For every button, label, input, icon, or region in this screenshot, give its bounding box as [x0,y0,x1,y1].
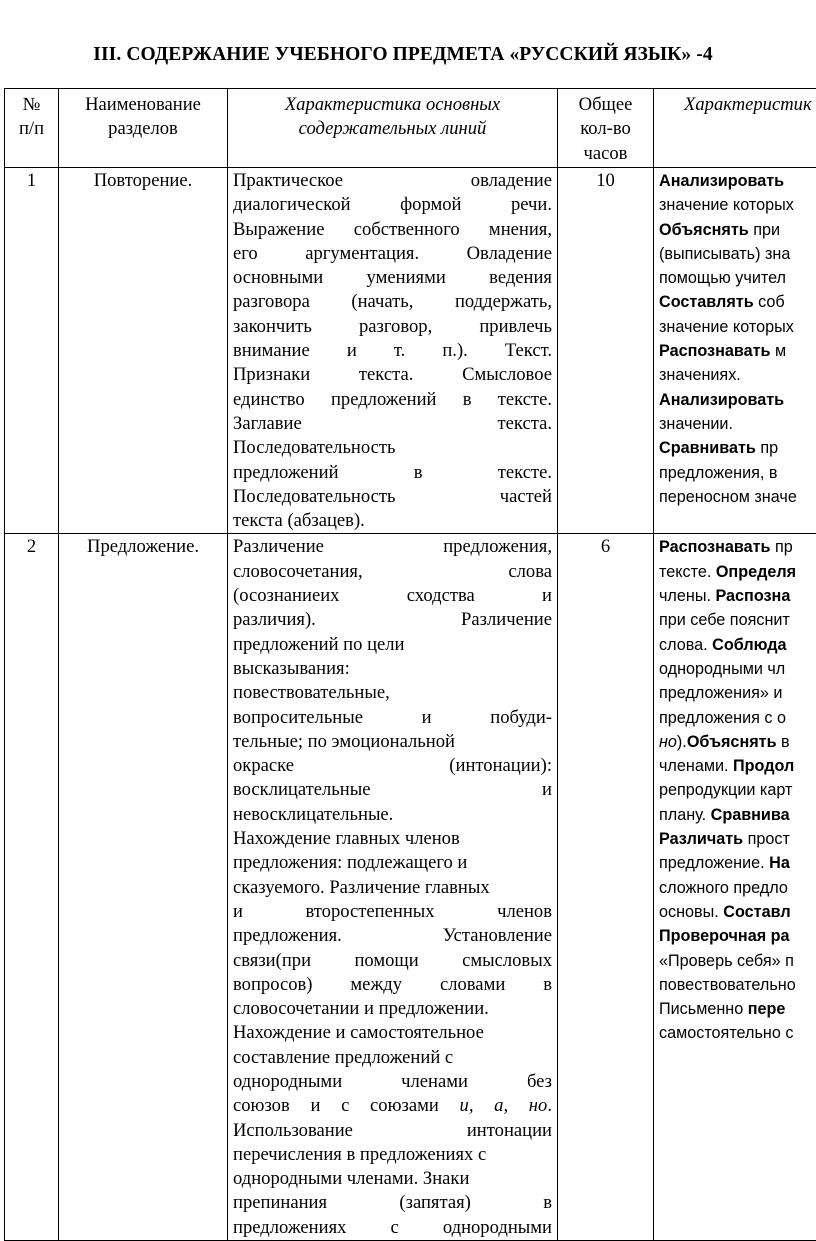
activity-line: Различать прост [659,827,816,851]
content-line: сказуемого. Различение главных [233,876,552,900]
activity-line: «Проверь себя» п [659,949,816,973]
content-line: Выражение собственного мнения, [233,218,552,242]
activity-line: Анализировать [659,169,816,193]
content-line: однородными членами. Знаки [233,1167,552,1191]
content-line: высказывания: [233,657,552,681]
activity-line: членами. Продол [659,754,816,778]
activity-line: слова. Соблюда [659,633,816,657]
content-line: Различение предложения, [233,535,552,559]
header-hours: Общее кол-во часов [558,89,654,168]
activity-line: предложения с о [659,706,816,730]
content-line: закончить разговор, привлечь [233,315,552,339]
header-num: № п/п [5,89,59,168]
row-num: 1 [5,168,59,534]
content-line: Нахождение главных членов [233,827,552,851]
content-line: тельные; по эмоциональной [233,730,552,754]
table-row [5,534,816,1241]
content-line: словосочетания, слова [233,560,552,584]
page-title [0,44,816,66]
activity-line: однородными чл [659,657,816,681]
row-section: Предложение. [59,534,228,1241]
content-line: внимание и т. п.). Текст. [233,339,552,363]
content-line: и второстепенных членов [233,900,552,924]
activity-line: значении. [659,412,816,436]
content-line: невосклицательные. [233,803,552,827]
activity-line: Составлять соб [659,290,816,314]
content-line: (осознаниеих сходства и [233,584,552,608]
activity-line: сложного предло [659,876,816,900]
row-section: Повторение. [59,168,228,534]
header-content: Характеристика основных содержательных линий [228,89,558,168]
content-line: Заглавие текста. [233,412,552,436]
content-line: Признаки текста. Смысловое [233,363,552,387]
content-line: предложений по цели [233,633,552,657]
content-table [4,88,816,1241]
activity-line: но).Объяснять в [659,730,816,754]
row-content [228,534,558,1241]
activity-line: Проверочная ра [659,924,816,948]
content-line: предложения. Установление [233,924,552,948]
content-line: повествовательные, [233,681,552,705]
activity-line: члены. Распозна [659,584,816,608]
content-line: восклицательные и [233,778,552,802]
page-title-text: III. СОДЕРЖАНИЕ УЧЕБНОГО ПРЕДМЕТА «РУССКИЙ ЯЗЫК» -4 [93,44,712,65]
content-line: основными умениями ведения [233,266,552,290]
content-line: вопросов) между словами в [233,973,552,997]
activity-line: предложения, в [659,461,816,485]
content-line: Практическое овладение [233,169,552,193]
content-line: однородными членами без [233,1070,552,1094]
row-activity [654,168,816,534]
activity-line: значение которых [659,315,816,339]
activity-line: Письменно пере [659,997,816,1021]
activity-line: основы. Составл [659,900,816,924]
content-line: разговора (начать, поддержать, [233,290,552,314]
activity-line: предложения» и [659,681,816,705]
header-section: Наименование разделов [59,89,228,168]
activity-line: Объяснять при [659,218,816,242]
content-line: различия). Различение [233,608,552,632]
content-line: Использование интонации [233,1119,552,1143]
content-line: вопросительные и побуди- [233,706,552,730]
content-line: текста (абзацев). [233,509,552,533]
row-content [228,168,558,534]
activity-line: повествовательно [659,973,816,997]
content-line: предложений в тексте. [233,461,552,485]
activity-line: Распознавать м [659,339,816,363]
content-line: предложениях с однородными [233,1216,552,1240]
content-line: препинания (запятая) в [233,1191,552,1215]
content-line: единство предложений в тексте. [233,388,552,412]
activity-line: плану. Сравнива [659,803,816,827]
content-line: Последовательность [233,436,552,460]
activity-line: при себе пояснит [659,608,816,632]
activity-line: самостоятельно с [659,1021,816,1045]
content-line: словосочетании и предложении. [233,997,552,1021]
row-hours: 6 [558,534,654,1241]
activity-line: значение которых [659,193,816,217]
activity-line: репродукции карт [659,778,816,802]
content-line: перечисления в предложениях с [233,1143,552,1167]
activity-line: Распознавать пр [659,535,816,559]
content-line: союзов и с союзами и, а, но. [233,1094,552,1118]
content-line: окраске (интонации): [233,754,552,778]
content-line: Нахождение и самостоятельное [233,1021,552,1045]
content-line: предложения: подлежащего и [233,851,552,875]
table-row [5,168,816,534]
content-line: Последовательность частей [233,485,552,509]
activity-line: переносном значе [659,485,816,509]
activity-line: предложение. На [659,851,816,875]
table-header-row [5,89,816,168]
content-line: составление предложений с [233,1046,552,1070]
content-line: связи(при помощи смысловых [233,949,552,973]
content-line: диалогической формой речи. [233,193,552,217]
activity-line: Анализировать [659,388,816,412]
activity-line: помощью учител [659,266,816,290]
activity-line: (выписывать) зна [659,242,816,266]
activity-line: значениях. [659,363,816,387]
row-activity [654,534,816,1241]
activity-line: тексте. Определя [659,560,816,584]
content-line: его аргументация. Овладение [233,242,552,266]
row-hours: 10 [558,168,654,534]
header-activity: Характеристик [654,89,816,168]
row-num: 2 [5,534,59,1241]
activity-line: Сравнивать пр [659,436,816,460]
